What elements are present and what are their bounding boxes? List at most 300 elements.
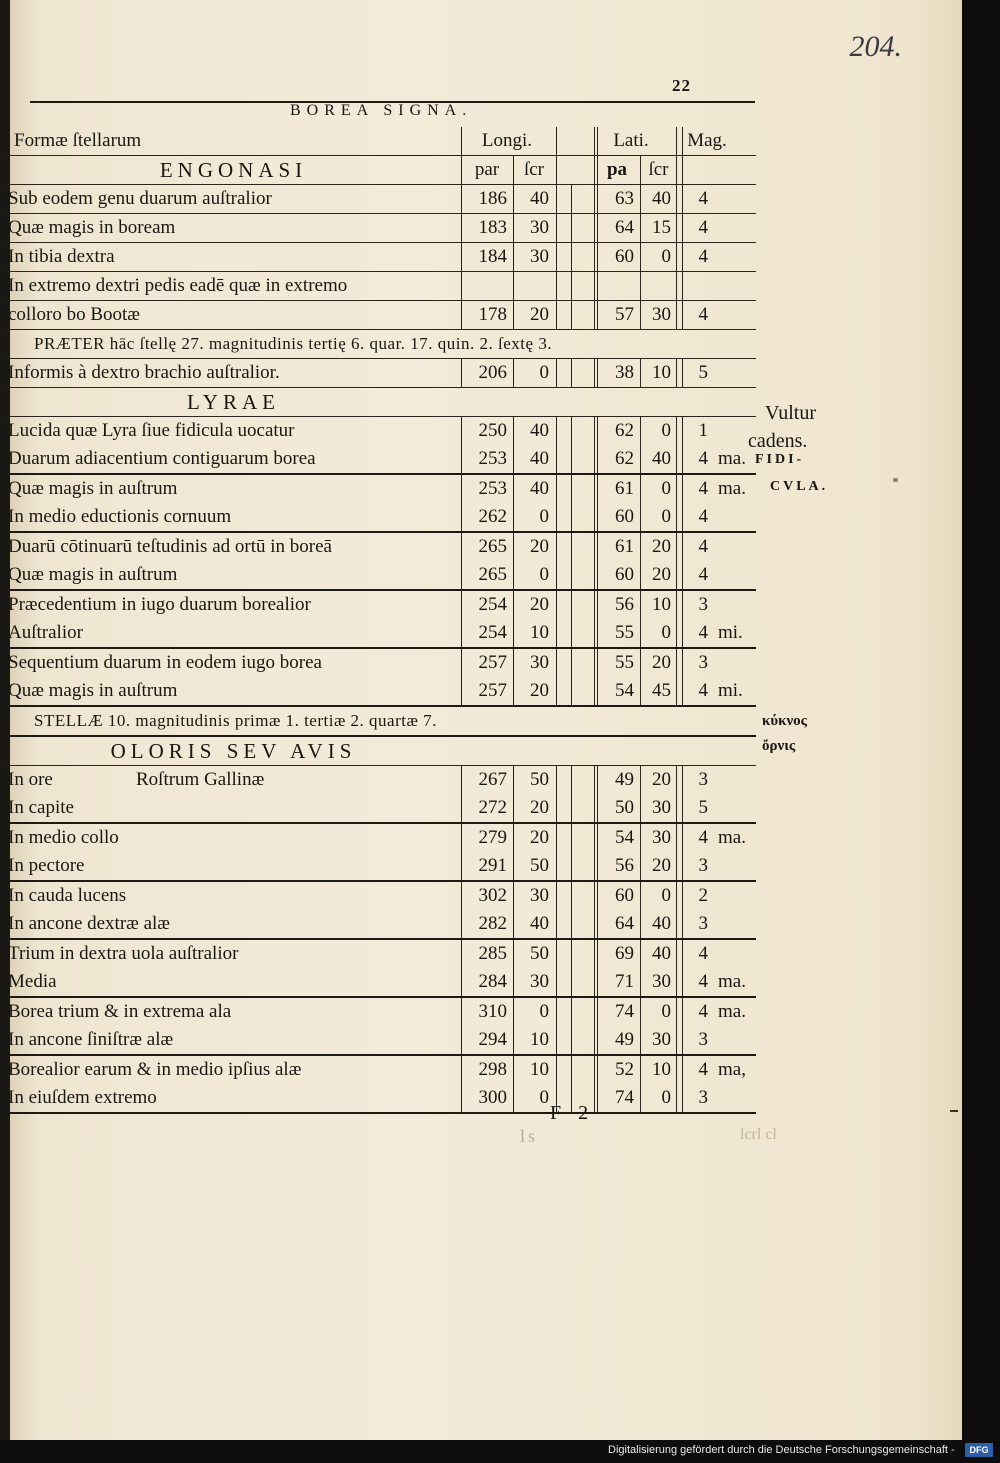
magnitude-note: ma,: [718, 1059, 746, 1080]
longitude-minutes: 40: [513, 445, 553, 473]
column-divider: [676, 940, 678, 968]
column-divider: [556, 998, 571, 1026]
longitude-minutes: 20: [513, 301, 553, 329]
column-divider: [556, 561, 571, 589]
magnitude: 4: [682, 475, 712, 503]
section-title: LYRAE: [187, 390, 280, 414]
latitude-degrees: 64: [594, 910, 638, 938]
column-divider: [556, 619, 571, 647]
longitude-minutes: [513, 272, 553, 300]
latitude-degrees: 74: [594, 1084, 638, 1112]
latitude-degrees: 52: [594, 1056, 638, 1084]
magnitude-note: [716, 185, 758, 213]
star-description: Borea trium & in extrema ala: [8, 1001, 232, 1022]
column-header-lati: Lati.: [594, 127, 667, 155]
column-divider: [556, 1056, 571, 1084]
table-row: [6, 677, 756, 707]
column-divider: [556, 533, 571, 561]
column-divider: [571, 1056, 586, 1084]
column-divider: [676, 156, 678, 184]
longitude-minutes: 0: [513, 1084, 553, 1112]
latitude-minutes: 20: [640, 533, 675, 561]
column-divider: [676, 677, 678, 705]
magnitude: 3: [682, 1084, 712, 1112]
column-divider: [571, 619, 586, 647]
star-description: Quæ magis in auſtrum: [8, 680, 178, 701]
longitude-degrees: 310: [461, 998, 511, 1026]
longitude-minutes: 30: [513, 243, 553, 271]
star-description: In ore: [8, 769, 53, 790]
paper-edge-mark: [950, 1110, 958, 1112]
magnitude: [682, 272, 712, 300]
magnitude-note: [716, 910, 758, 938]
column-divider: [571, 766, 586, 794]
star-description: Quæ magis in boream: [8, 217, 176, 238]
magnitude: 5: [682, 359, 712, 387]
column-divider: [556, 156, 571, 184]
latitude-degrees: 57: [594, 301, 638, 329]
longitude-minutes: 30: [513, 882, 553, 910]
longitude-minutes: 20: [513, 677, 553, 705]
latitude-minutes: 0: [640, 475, 675, 503]
latitude-degrees: 50: [594, 794, 638, 822]
magnitude: 3: [682, 649, 712, 677]
show-through-text: ls: [520, 1126, 539, 1146]
column-divider: [571, 359, 586, 387]
column-divider: [676, 998, 678, 1026]
magnitude-note: mi.: [718, 680, 743, 701]
latitude-minutes: 0: [640, 619, 675, 647]
summary-row: [6, 707, 756, 737]
subheader-scr: ſcr: [513, 156, 554, 184]
magnitude-note: [716, 591, 758, 619]
longitude-degrees: 183: [461, 214, 511, 242]
magnitude: 4: [682, 561, 712, 589]
magnitude-note: [716, 503, 758, 531]
column-divider: [571, 301, 586, 329]
magnitude: 4: [682, 1056, 712, 1084]
star-catalogue-table: [6, 127, 756, 1114]
column-divider: [571, 1026, 586, 1054]
longitude-minutes: 0: [513, 503, 553, 531]
star-description: Borealior earum & in medio ipſius alæ: [8, 1059, 302, 1080]
star-description: colloro bo Bootæ: [8, 304, 140, 325]
column-divider: [571, 533, 586, 561]
longitude-degrees: 302: [461, 882, 511, 910]
longitude-minutes: 30: [513, 968, 553, 996]
longitude-minutes: 50: [513, 766, 553, 794]
star-description: Quæ magis in auſtrum: [8, 478, 178, 499]
table-row: [6, 998, 756, 1026]
table-row: [6, 794, 756, 824]
table-row: [6, 272, 756, 301]
magnitude-note: [716, 1026, 758, 1054]
table-row: [6, 445, 756, 475]
longitude-degrees: 262: [461, 503, 511, 531]
longitude-minutes: 30: [513, 649, 553, 677]
paper-speck: [893, 478, 898, 482]
column-divider: [571, 445, 586, 473]
longitude-minutes: 0: [513, 359, 553, 387]
table-row: [6, 910, 756, 940]
star-description: Lucida quæ Lyra ſiue fidicula uocatur: [8, 420, 295, 441]
star-description: Informis à dextro brachio auſtralior.: [8, 362, 280, 383]
star-description: In pectore: [8, 855, 85, 876]
longitude-degrees: 267: [461, 766, 511, 794]
magnitude: 4: [682, 185, 712, 213]
column-divider: [556, 214, 571, 242]
star-description: In cauda lucens: [8, 885, 127, 906]
column-divider: [676, 649, 678, 677]
column-divider: [676, 824, 678, 852]
magnitude: 4: [682, 503, 712, 531]
magnitude-note: [716, 561, 758, 589]
magnitude-note: [716, 794, 758, 822]
longitude-degrees: 294: [461, 1026, 511, 1054]
column-divider: [676, 882, 678, 910]
column-divider: [676, 417, 678, 445]
margin-note-fidi: FIDI-: [755, 452, 805, 467]
longitude-minutes: 20: [513, 794, 553, 822]
table-row: [6, 940, 756, 968]
column-divider: [676, 968, 678, 996]
magnitude-note: [716, 359, 758, 387]
longitude-minutes: 40: [513, 475, 553, 503]
star-description: Auſtralior: [8, 622, 83, 643]
longitude-minutes: 40: [513, 417, 553, 445]
table-row: [6, 185, 756, 214]
table-row: [6, 475, 756, 503]
column-divider: [556, 301, 571, 329]
latitude-degrees: 60: [594, 243, 638, 271]
magnitude: 4: [682, 940, 712, 968]
latitude-minutes: 40: [640, 910, 675, 938]
latitude-minutes: 0: [640, 882, 675, 910]
latitude-degrees: 62: [594, 445, 638, 473]
subheader-pa: pa: [594, 156, 639, 184]
longitude-minutes: 0: [513, 561, 553, 589]
longitude-minutes: 20: [513, 533, 553, 561]
latitude-minutes: 40: [640, 185, 675, 213]
column-divider: [676, 359, 678, 387]
column-divider: [571, 649, 586, 677]
table-row: [6, 824, 756, 852]
magnitude: 4: [682, 998, 712, 1026]
star-description: Trium in dextra uola auſtralior: [8, 943, 239, 964]
column-divider: [676, 445, 678, 473]
latitude-degrees: 64: [594, 214, 638, 242]
longitude-degrees: 178: [461, 301, 511, 329]
column-divider: [676, 533, 678, 561]
latitude-minutes: 45: [640, 677, 675, 705]
longitude-degrees: 257: [461, 677, 511, 705]
column-divider: [571, 503, 586, 531]
latitude-minutes: 20: [640, 852, 675, 880]
section-summary: STELLÆ 10. magnitudinis primæ 1. tertiæ 2. quartæ 7.: [34, 711, 437, 730]
table-row: [6, 243, 756, 272]
magnitude-note: [716, 533, 758, 561]
column-divider: [571, 940, 586, 968]
longitude-degrees: 291: [461, 852, 511, 880]
column-divider: [571, 998, 586, 1026]
latitude-minutes: 30: [640, 968, 675, 996]
table-row: [6, 968, 756, 998]
magnitude: 2: [682, 882, 712, 910]
latitude-degrees: 54: [594, 677, 638, 705]
magnitude: 4: [682, 824, 712, 852]
column-divider: [571, 882, 586, 910]
table-row: [6, 852, 756, 882]
longitude-degrees: 285: [461, 940, 511, 968]
column-divider: [676, 214, 678, 242]
magnitude-note: [716, 1084, 758, 1112]
margin-note-kyknos: κύκνος: [762, 713, 807, 729]
magnitude-note: [716, 852, 758, 880]
star-description: Duarū cōtinuarū teſtudinis ad ortū in boreā: [8, 536, 332, 557]
column-divider: [676, 766, 678, 794]
margin-note-cadens: cadens.: [748, 430, 808, 452]
latitude-degrees: 61: [594, 475, 638, 503]
table-row: [6, 503, 756, 533]
latitude-degrees: 61: [594, 533, 638, 561]
subheader-scr: ſcr: [640, 156, 676, 184]
magnitude: 5: [682, 794, 712, 822]
column-header-longi: Longi.: [461, 127, 552, 155]
table-row: [6, 561, 756, 591]
latitude-minutes: 0: [640, 1084, 675, 1112]
table-row: [6, 1026, 756, 1056]
column-divider: [571, 417, 586, 445]
column-divider: [556, 649, 571, 677]
star-annotation: Roſtrum Gallinæ: [136, 769, 265, 790]
latitude-degrees: 60: [594, 503, 638, 531]
latitude-degrees: 71: [594, 968, 638, 996]
table-row: [6, 214, 756, 243]
longitude-degrees: 265: [461, 533, 511, 561]
latitude-minutes: 10: [640, 591, 675, 619]
latitude-minutes: 20: [640, 766, 675, 794]
magnitude-note: mi.: [718, 622, 743, 643]
column-header-mag: Mag.: [682, 127, 731, 155]
longitude-degrees: 254: [461, 591, 511, 619]
signature-mark: F 2: [550, 1102, 595, 1124]
column-divider: [556, 445, 571, 473]
table-row: [6, 1084, 756, 1114]
longitude-minutes: 10: [513, 1026, 553, 1054]
longitude-minutes: 20: [513, 824, 553, 852]
column-divider: [571, 910, 586, 938]
magnitude-note: ma.: [718, 448, 746, 469]
column-divider: [676, 794, 678, 822]
magnitude: 3: [682, 910, 712, 938]
column-divider: [571, 214, 586, 242]
column-divider: [676, 1084, 678, 1112]
column-divider: [571, 561, 586, 589]
magnitude-note: [716, 243, 758, 271]
column-divider: [571, 185, 586, 213]
column-divider: [676, 591, 678, 619]
star-description: Quæ magis in auſtrum: [8, 564, 178, 585]
longitude-minutes: 40: [513, 910, 553, 938]
star-description: In extremo dextri pedis eadē quæ in extremo: [8, 275, 348, 296]
magnitude-note: ma.: [718, 478, 746, 499]
column-divider: [676, 301, 678, 329]
magnitude-note: [716, 649, 758, 677]
column-divider: [676, 1056, 678, 1084]
magnitude-note: [716, 766, 758, 794]
column-divider: [571, 968, 586, 996]
longitude-degrees: 257: [461, 649, 511, 677]
magnitude-note: [716, 301, 758, 329]
longitude-degrees: 253: [461, 475, 511, 503]
column-divider: [556, 272, 571, 300]
magnitude: 4: [682, 301, 712, 329]
longitude-minutes: 20: [513, 591, 553, 619]
magnitude: 3: [682, 1026, 712, 1054]
table-row: [6, 619, 756, 649]
magnitude: 4: [682, 445, 712, 473]
section-title-row: [6, 156, 756, 185]
latitude-degrees: 49: [594, 766, 638, 794]
column-divider: [556, 243, 571, 271]
page-number: 22: [672, 76, 691, 95]
margin-note-ornis: ὄρνις: [762, 738, 796, 754]
longitude-degrees: 265: [461, 561, 511, 589]
margin-note-vultur: Vultur: [765, 402, 817, 424]
longitude-degrees: 184: [461, 243, 511, 271]
column-divider: [556, 591, 571, 619]
star-description: In medio eductionis cornuum: [8, 506, 232, 527]
column-divider: [556, 910, 571, 938]
latitude-minutes: 30: [640, 301, 675, 329]
longitude-minutes: 30: [513, 214, 553, 242]
magnitude: 4: [682, 968, 712, 996]
column-divider: [571, 272, 586, 300]
table-row: [6, 359, 756, 388]
magnitude-note: [716, 882, 758, 910]
column-divider: [676, 619, 678, 647]
section-title: OLORIS SEV AVIS: [110, 739, 357, 763]
latitude-degrees: 55: [594, 619, 638, 647]
running-header: BOREA SIGNA.: [290, 102, 473, 119]
latitude-degrees: 62: [594, 417, 638, 445]
longitude-degrees: 250: [461, 417, 511, 445]
table-row: [6, 649, 756, 677]
latitude-degrees: 74: [594, 998, 638, 1026]
dfg-logo: DFG: [965, 1443, 993, 1457]
latitude-minutes: 30: [640, 794, 675, 822]
longitude-degrees: 284: [461, 968, 511, 996]
star-description: In eiuſdem extremo: [8, 1087, 157, 1108]
star-description: In tibia dextra: [8, 246, 115, 267]
latitude-degrees: 60: [594, 561, 638, 589]
magnitude-note: ma.: [718, 827, 746, 848]
latitude-minutes: [640, 272, 675, 300]
longitude-degrees: 282: [461, 910, 511, 938]
column-divider: [676, 475, 678, 503]
longitude-degrees: 186: [461, 185, 511, 213]
longitude-degrees: 254: [461, 619, 511, 647]
column-divider: [676, 272, 678, 300]
longitude-degrees: 206: [461, 359, 511, 387]
latitude-minutes: 0: [640, 998, 675, 1026]
longitude-degrees: [461, 272, 511, 300]
table-row: [6, 882, 756, 910]
table-row: [6, 417, 756, 445]
column-divider: [571, 475, 586, 503]
column-divider: [676, 561, 678, 589]
longitude-degrees: 253: [461, 445, 511, 473]
column-divider: [556, 359, 571, 387]
star-description: Sequentium duarum in eodem iugo borea: [8, 652, 322, 673]
magnitude: 4: [682, 214, 712, 242]
section-title-row: [6, 388, 756, 417]
latitude-degrees: 38: [594, 359, 638, 387]
folio-number: 204.: [849, 30, 902, 63]
magnitude-note: ma.: [718, 1001, 746, 1022]
column-divider: [556, 940, 571, 968]
magnitude: 4: [682, 677, 712, 705]
magnitude: 4: [682, 533, 712, 561]
column-divider: [556, 475, 571, 503]
star-description: In medio collo: [8, 827, 119, 848]
latitude-minutes: 0: [640, 417, 675, 445]
subheader-par: par: [461, 156, 512, 184]
magnitude: 3: [682, 591, 712, 619]
column-divider: [556, 185, 571, 213]
star-description: In ancone dextræ alæ: [8, 913, 170, 934]
magnitude: 1: [682, 417, 712, 445]
column-divider: [676, 1026, 678, 1054]
section-title: ENGONASI: [159, 158, 308, 182]
column-divider: [571, 794, 586, 822]
column-divider: [571, 824, 586, 852]
column-divider: [676, 185, 678, 213]
column-divider: [556, 968, 571, 996]
latitude-degrees: 56: [594, 591, 638, 619]
table-row: [6, 301, 756, 330]
longitude-degrees: 279: [461, 824, 511, 852]
latitude-minutes: 30: [640, 1026, 675, 1054]
column-divider: [556, 882, 571, 910]
longitude-degrees: 272: [461, 794, 511, 822]
longitude-degrees: 300: [461, 1084, 511, 1112]
section-summary: PRÆTER hāc ſtellę 27. magnitudinis tertię 6. quar. 17. quin. 2. ſextę 3.: [34, 334, 553, 353]
summary-row: [6, 330, 756, 359]
column-divider: [571, 677, 586, 705]
latitude-degrees: 54: [594, 824, 638, 852]
table-row: [6, 766, 756, 794]
magnitude: 3: [682, 852, 712, 880]
latitude-minutes: 0: [640, 243, 675, 271]
star-description: Præcedentium in iugo duarum borealior: [8, 594, 311, 615]
latitude-minutes: 0: [640, 503, 675, 531]
longitude-minutes: 0: [513, 998, 553, 1026]
column-divider: [556, 1026, 571, 1054]
longitude-minutes: 50: [513, 852, 553, 880]
column-divider: [556, 766, 571, 794]
latitude-minutes: 20: [640, 649, 675, 677]
latitude-minutes: 40: [640, 940, 675, 968]
star-description: Duarum adiacentium contiguarum borea: [8, 448, 316, 469]
column-divider: [556, 503, 571, 531]
latitude-degrees: 56: [594, 852, 638, 880]
latitude-minutes: 20: [640, 561, 675, 589]
star-description: In capite: [8, 797, 74, 818]
latitude-degrees: 55: [594, 649, 638, 677]
longitude-minutes: 40: [513, 185, 553, 213]
latitude-minutes: 10: [640, 1056, 675, 1084]
